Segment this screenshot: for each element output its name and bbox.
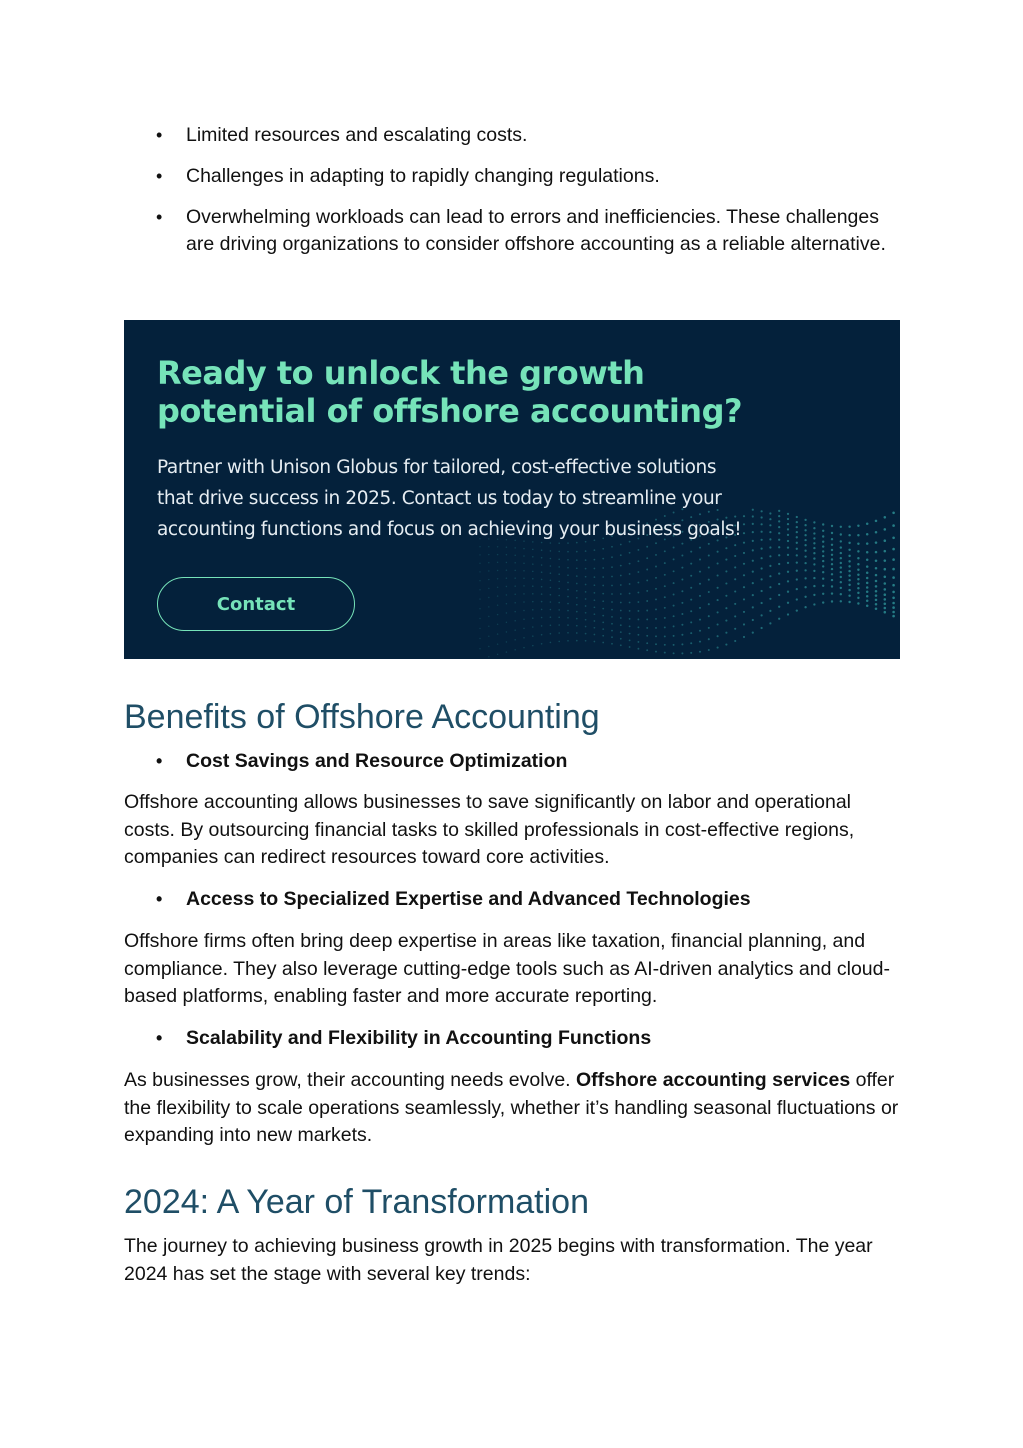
- benefit-paragraph: Offshore accounting allows businesses to save significantly on labor and operational costs. By outsourcing financial tasks to skilled professionals in cost-effective regions, companies can redirect resources toward core activities.: [124, 791, 855, 868]
- list-item: • Limited resources and escalating costs.: [124, 122, 900, 149]
- paragraph-text: offer the flexibility to scale operations seamlessly, whether it’s handling seasonal fluctuations or expanding into new markets.: [124, 1069, 899, 1146]
- list-item: • Challenges in adapting to rapidly changing regulations.: [124, 163, 900, 190]
- benefit-title: • Cost Savings and Resource Optimization: [124, 748, 900, 775]
- benefit-bullet: [124, 886, 900, 913]
- benefits-heading: Benefits of Offshore Accounting: [124, 698, 600, 736]
- benefit-title: • Access to Specialized Expertise and Advanced Technologies: [124, 886, 900, 913]
- benefit-paragraph: Offshore firms often bring deep expertise in areas like taxation, financial planning, and compliance. They also leverage cutting-edge tools such as AI-driven analytics and cloud-based platforms, enabling faster and more accurate reporting.: [124, 930, 890, 1007]
- banner-title-line: Ready to unlock the growth: [157, 354, 645, 392]
- cta-banner: [124, 320, 900, 659]
- service-link-text: Offshore accounting services: [576, 1069, 851, 1091]
- benefit-bullet: [124, 1025, 900, 1052]
- banner-title: [157, 354, 742, 430]
- list-item: • Overwhelming workloads can lead to errors and inefficiencies. These challenges are driving organizations to consider offshore accounting as a reliable alternative.: [124, 204, 900, 258]
- banner-text-line: that drive success in 2025. Contact us today to streamline your: [157, 488, 722, 509]
- benefit-bullet: [124, 748, 900, 775]
- transformation-paragraph: The journey to achieving business growth in 2025 begins with transformation. The year 2024 has set the stage with several key trends:: [124, 1235, 873, 1285]
- banner-text-line: accounting functions and focus on achieving your business goals!: [157, 519, 742, 540]
- benefit-title: • Scalability and Flexibility in Accounting Functions: [124, 1025, 900, 1052]
- benefit-paragraph: [124, 1067, 900, 1150]
- banner-text-line: Partner with Unison Globus for tailored, cost-effective solutions: [157, 457, 717, 478]
- transformation-heading: 2024: A Year of Transformation: [124, 1183, 589, 1221]
- paragraph-text: As businesses grow, their accounting needs evolve.: [124, 1069, 577, 1091]
- intro-bullet-list: [124, 122, 900, 272]
- banner-text: [157, 452, 777, 545]
- contact-button[interactable]: Contact: [157, 577, 355, 631]
- banner-title-line: potential of offshore accounting?: [157, 392, 743, 430]
